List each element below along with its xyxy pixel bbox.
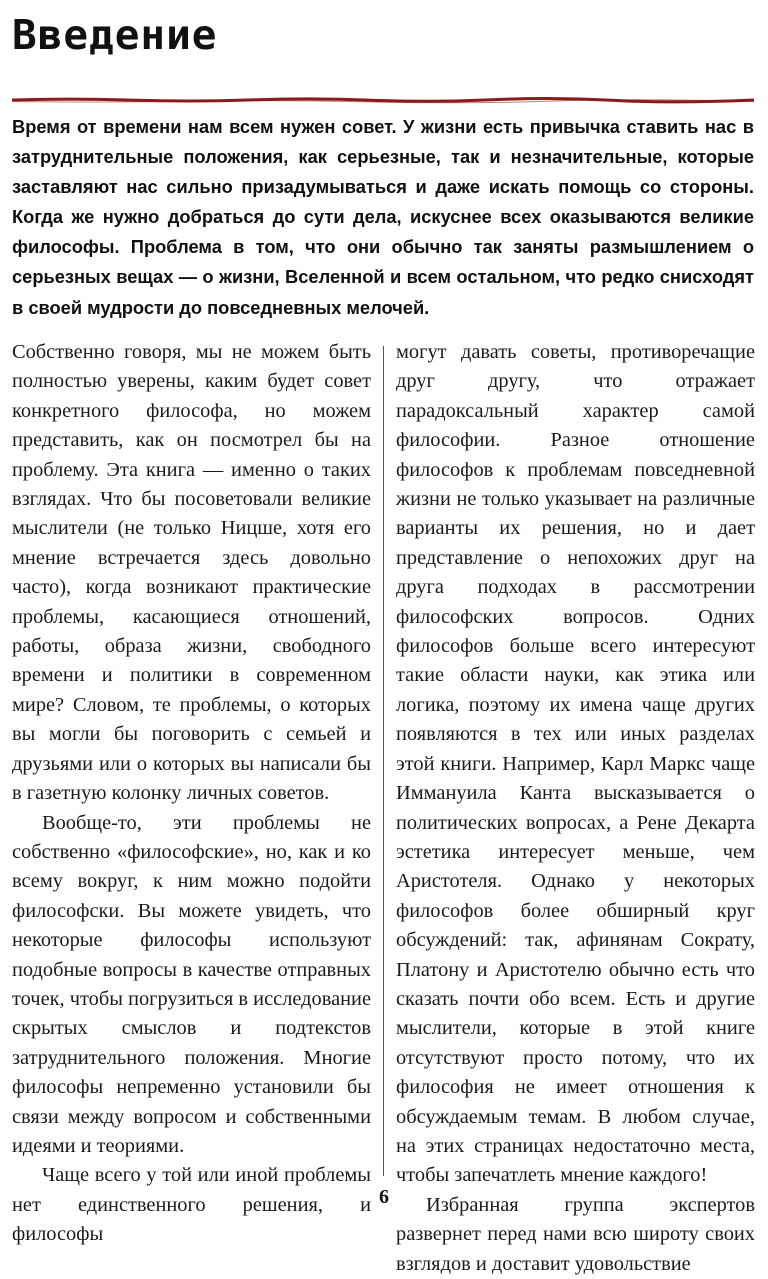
right-column xyxy=(396,338,755,1279)
right-paragraph-1: могут давать советы, противоречащие друг другу, что отражает парадоксальный характер самой философии. Разное отношение философов к проблемам повседневной жизни не только указывает на различные варианты их решения, но и дает представление о непохожих друг на друга подходах в рассмотрении философских вопросов. Одних философов больше всего интересуют такие области науки, как этика или логика, поэтому их имена чаще других появляются в тех или иных разделах этой книги. Например, Карл Маркс чаще Иммануила Канта высказывается о политических вопросах, а Рене Декарта эстетика интересует меньше, чем Аристотеля. Однако у некоторых философов более обширный круг обсуждений: так, афинянам Сократу, Платону и Аристотелю обычно есть что сказать почти обо всем. Есть и другие мыслители, которые в этой книге отсутствуют просто потому, что их философия не имеет отношения к обсуждаемым темам. В любом случае, на этих страницах недостаточно места, чтобы запечатлеть мнение каждого! xyxy=(396,341,755,1187)
left-paragraph-2: Вообще-то, эти проблемы не собственно «философские», но, как и ко всему вокруг, к ним можно подойти философски. Вы можете увидеть, что некоторые философы используют подобные вопросы в качестве отправных точек, чтобы погрузиться в исследование скрытых смыслов и подтекстов затруднительного положения. Многие философы непременно установили бы связи между вопросом и собственными идеями и теориями. xyxy=(12,811,371,1157)
left-paragraph-1: Собственно говоря, мы не можем быть полностью уверены, каким будет совет конкретного философа, но можем представить, как он посмотрел бы на проблему. Эта книга — именно о таких взглядах. Что бы посоветовали великие мыслители (не только Ницше, хотя его мнение встречается здесь довольно часто), когда возникают практические проблемы, касающиеся отношений, работы, образа жизни, свободного времени и политики в современном мире? Словом, те проблемы, о которых вы могли бы поговорить с семьей и друзьями или о которых вы написали бы в газетную колонку личных советов. xyxy=(12,341,371,805)
lead-paragraph: Время от времени нам всем нужен совет. У жизни есть привычка ставить нас в затруднительные положения, как серьезные, так и незначительные, которые заставляют нас сильно призадумываться и даже искать помощь со стороны. Когда же нужно добраться до сути дела, искуснее всех оказываются великие философы. Проблема в том, что они обычно так заняты размышлением о серьезных вещах — о жизни, Вселенной и всем остальном, что редко снисходят в своей мудрости до повседневных мелочей. xyxy=(12,116,754,318)
column-divider xyxy=(383,346,384,1176)
left-column xyxy=(12,338,371,1250)
right-paragraph-2: Избранная группа экспертов развернет перед нами всю широту своих взглядов и доставит удовольствие xyxy=(396,1193,755,1275)
page-number: 6 xyxy=(379,1186,389,1208)
title-underline xyxy=(12,96,754,104)
left-paragraph-3: Чаще всего у той или иной проблемы нет единственного решения, и философы xyxy=(12,1164,371,1246)
page-title: Введение xyxy=(12,11,218,59)
